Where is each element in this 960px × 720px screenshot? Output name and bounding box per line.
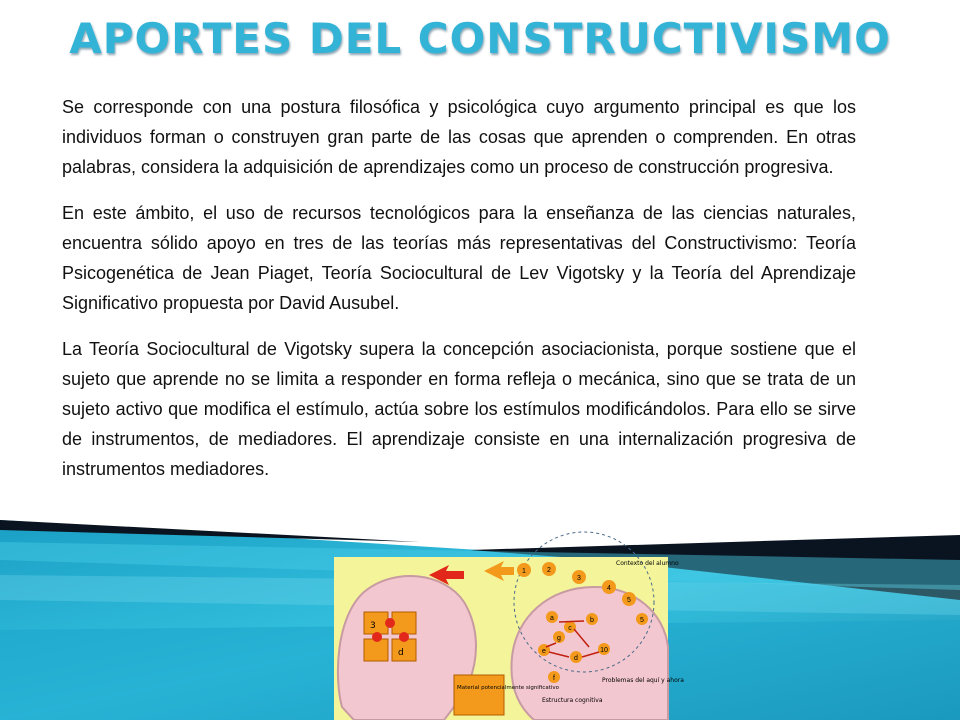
paragraph-2: En este ámbito, el uso de recursos tecnológicos para la enseñanza de las ciencias naturales, encuentra sólido apoyo en tres de las teorías más representativas del Constructivismo: Teoría Psicogenética de Jean Piaget, Teoría Sociocultural de Lev Vigotsky y la Teoría del Aprendizaje Significativo propuesta por David Ausubel.	[62, 203, 856, 313]
context-label: Contexto del alumno	[616, 560, 679, 567]
left-node-label: d	[398, 648, 404, 658]
constructivism-diagram	[334, 557, 684, 720]
svg-text:5: 5	[640, 617, 644, 624]
svg-text:d: d	[574, 655, 578, 662]
left-node-label: 3	[370, 621, 376, 631]
svg-text:e: e	[542, 648, 546, 655]
material-label: Material potencialmente significativo	[457, 685, 560, 691]
svg-text:5: 5	[627, 597, 631, 604]
svg-text:b: b	[590, 617, 594, 624]
body-text	[62, 92, 856, 500]
svg-text:c: c	[568, 625, 572, 632]
arrow-icon	[484, 561, 514, 581]
svg-text:1: 1	[522, 568, 526, 575]
paragraph-3: La Teoría Sociocultural de Vigotsky supera la concepción asociacionista, porque sostiene que el sujeto que aprende no se limita a responder en forma refleja o mecánica, sino que se trata de un sujeto activo que modifica el estímulo, actúa sobre los estímulos modificándolos. Para ello se sirve de instrumentos, de mediadores. El aprendizaje consiste en una internalización progresiva de instrumentos mediadores.	[62, 339, 856, 479]
problems-label: Problemas del aquí y ahora	[602, 677, 684, 684]
svg-text:f: f	[553, 675, 555, 682]
structure-label: Estructura cognitiva	[542, 697, 603, 704]
svg-text:3: 3	[577, 575, 581, 582]
svg-text:g: g	[557, 635, 561, 642]
svg-text:10: 10	[600, 647, 608, 654]
svg-text:2: 2	[547, 567, 551, 574]
svg-text:a: a	[550, 615, 554, 622]
page-title: APORTES DEL CONSTRUCTIVISMO	[69, 14, 891, 63]
svg-text:4: 4	[607, 585, 611, 592]
paragraph-1: Se corresponde con una postura filosófica y psicológica cuyo argumento principal es que los individuos forman o construyen gran parte de las cosas que aprenden o comprenden. En otras palabras, considera la adquisición de aprendizajes como un proceso de construcción progresiva.	[62, 97, 856, 177]
